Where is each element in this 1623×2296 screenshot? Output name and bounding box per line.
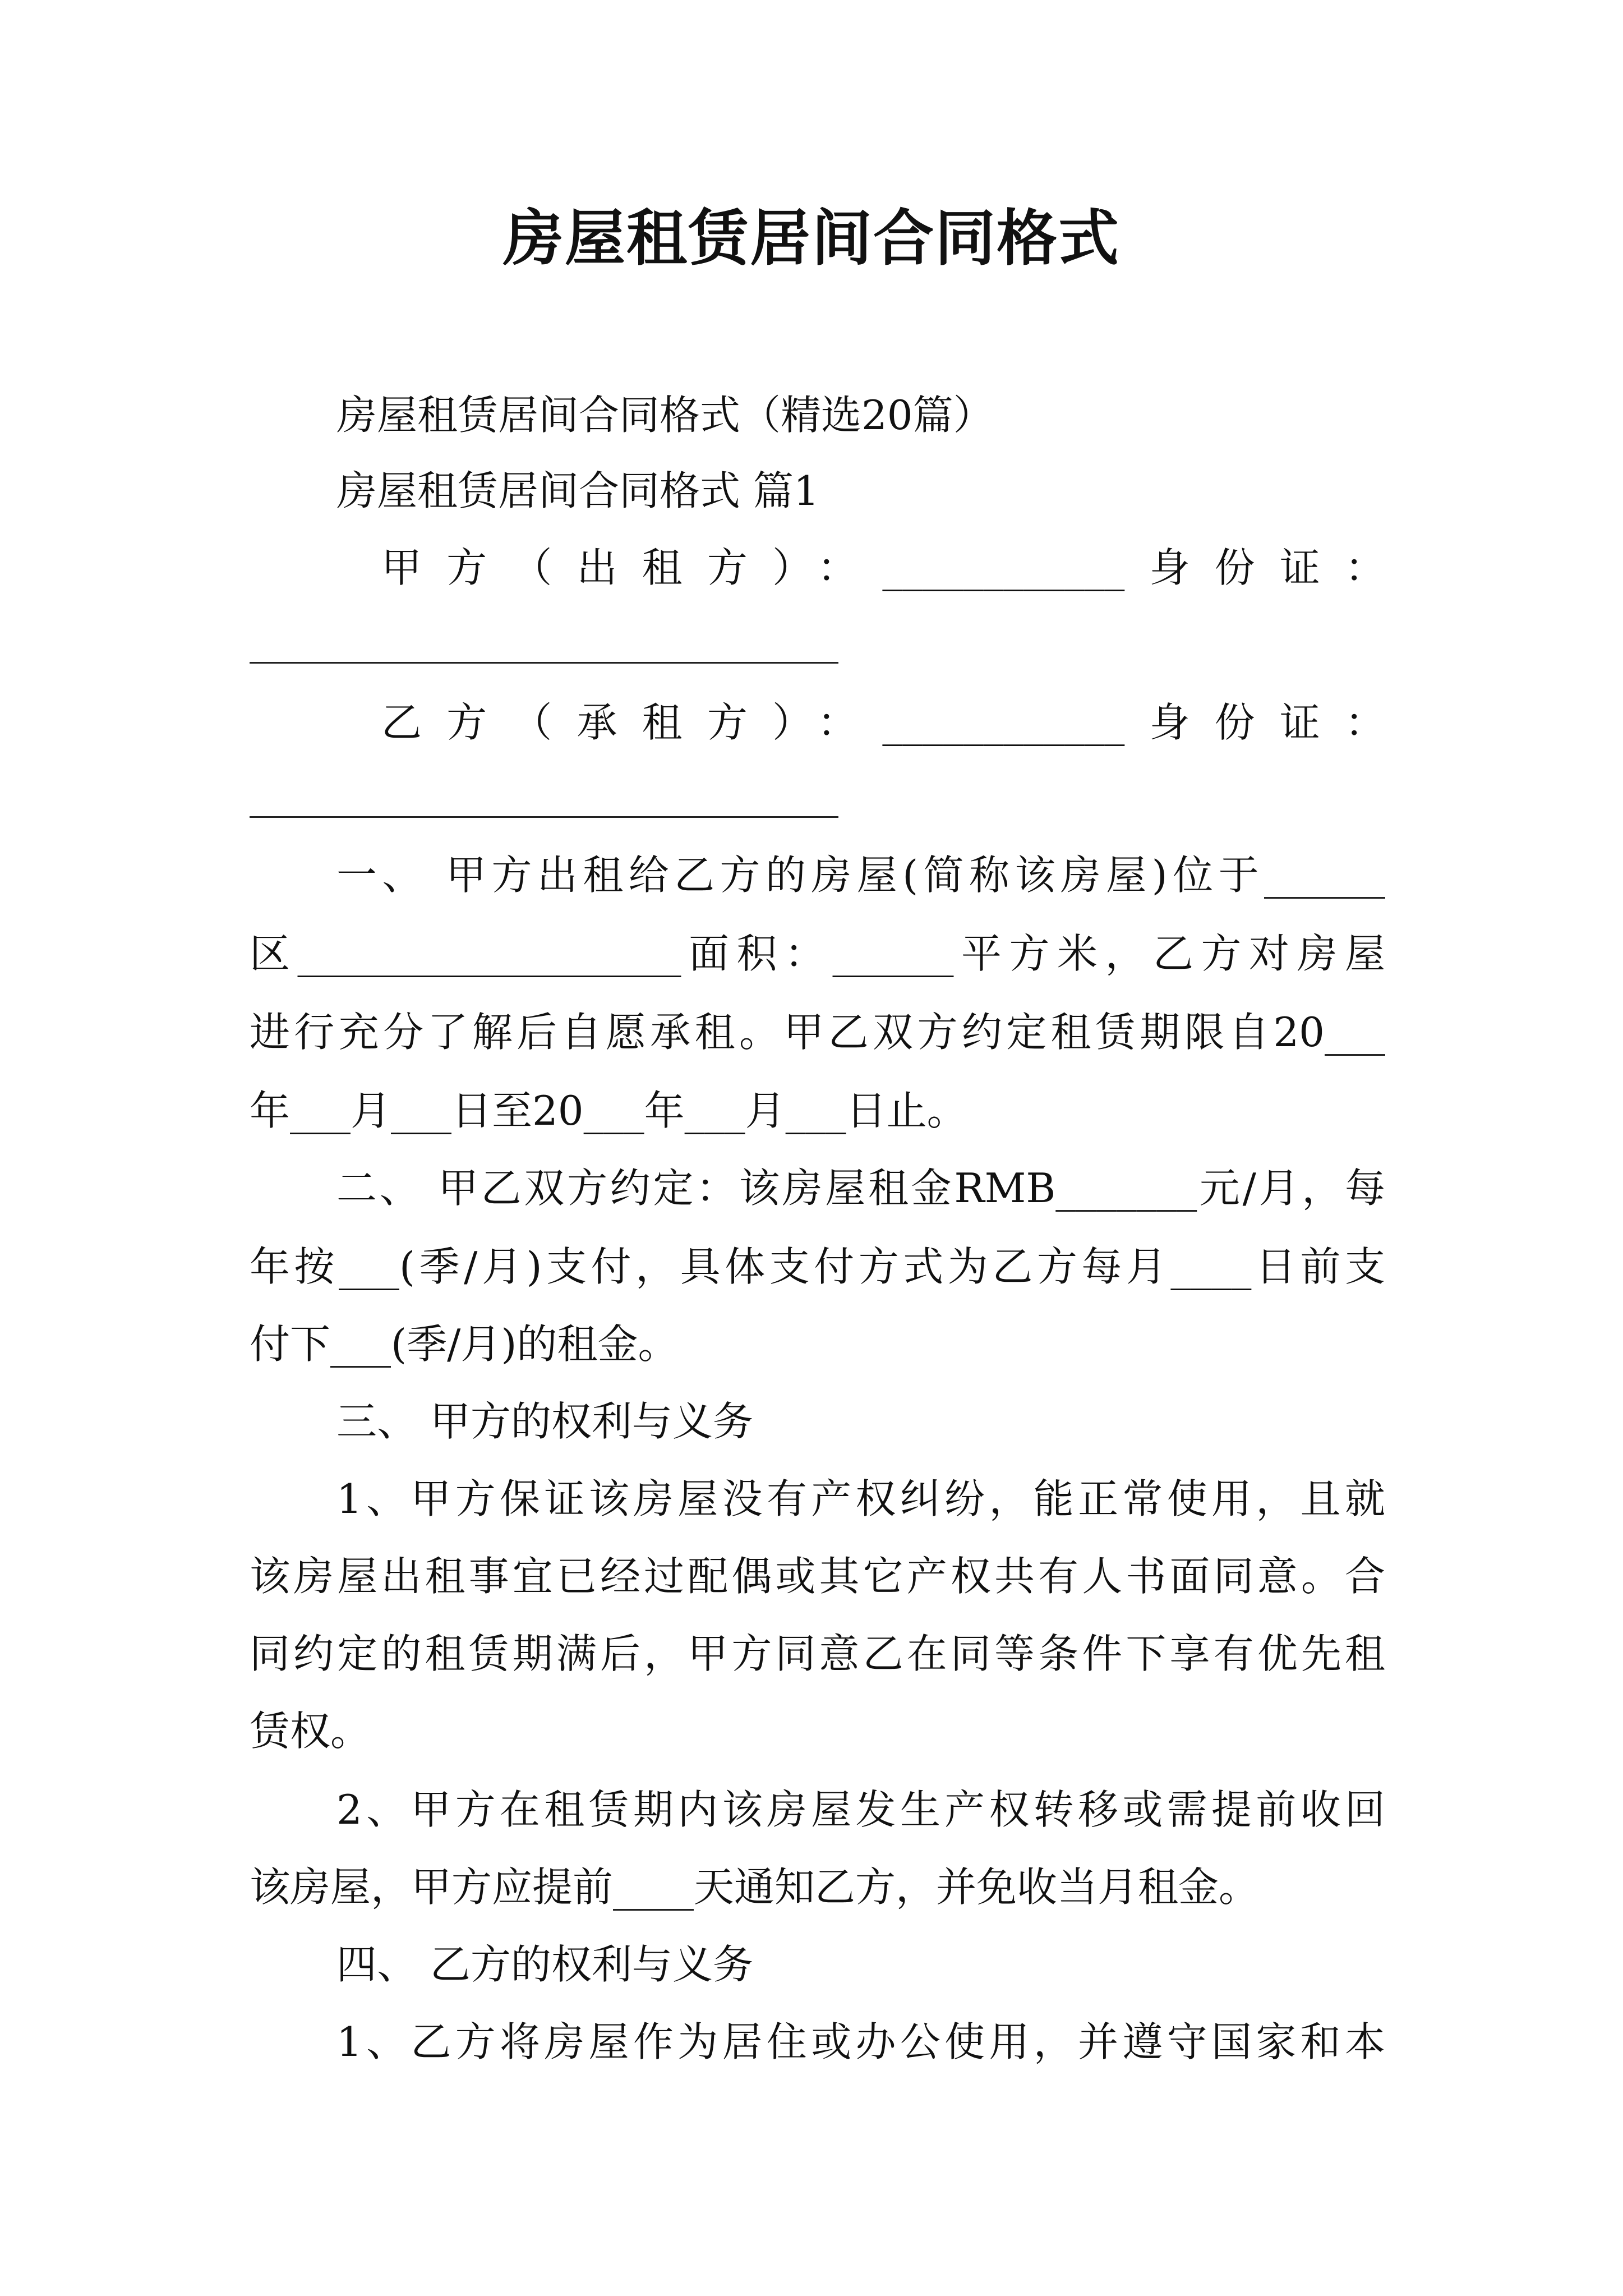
section1-line-1: 一、 甲方出租给乙方的房屋(简称该房屋)位于______ <box>336 852 1385 899</box>
section2-line-2: 年按___(季/月)支付，具体支付方式为乙方每月____日前支 <box>250 1243 1385 1290</box>
party-a-line: 甲方（出租方）：____________身份证： <box>381 544 1385 591</box>
section3-heading: 三、 甲方的权利与义务 <box>336 1398 753 1445</box>
section3-item1-line-4: 赁权。 <box>250 1708 371 1755</box>
section1-line-3: 进行充分了解后自愿承租。甲乙双方约定租赁期限自20___ <box>250 1009 1385 1056</box>
section4-item1-line-1: 1、乙方将房屋作为居住或办公使用，并遵守国家和本 <box>336 2018 1385 2065</box>
section1-line-2: 区___________________面积：______平方米，乙方对房屋 <box>250 930 1385 977</box>
party-b-id-blank <box>250 816 838 818</box>
section3-item1-line-1: 1、甲方保证该房屋没有产权纠纷，能正常使用，且就 <box>336 1475 1385 1522</box>
section1-line-4: 年___月___日至20___年___月___日止。 <box>250 1087 967 1134</box>
party-b-line: 乙方（承租方）：____________身份证： <box>381 699 1385 746</box>
section2-line-1: 二、 甲乙双方约定：该房屋租金RMB_______元/月，每 <box>336 1165 1385 1212</box>
section3-item1-line-2: 该房屋出租事宜已经过配偶或其它产权共有人书面同意。合 <box>250 1553 1385 1600</box>
section3-item2-line-2: 该房屋，甲方应提前____天通知乙方，并免收当月租金。 <box>250 1864 1260 1911</box>
party-a-id-blank <box>250 662 838 664</box>
section3-item2-line-1: 2、甲方在租赁期内该房屋发生产权转移或需提前收回 <box>336 1786 1385 1833</box>
section3-item1-line-3: 同约定的租赁期满后，甲方同意乙在同等条件下享有优先租 <box>250 1630 1385 1677</box>
document-title: 房屋租赁居间合同格式 <box>502 203 1120 274</box>
section2-line-3: 付下___(季/月)的租金。 <box>250 1320 679 1368</box>
subtitle: 房屋租赁居间合同格式（精选20篇） <box>336 392 994 439</box>
section4-heading: 四、 乙方的权利与义务 <box>336 1941 753 1988</box>
chapter-heading: 房屋租赁居间合同格式 篇1 <box>336 467 819 514</box>
